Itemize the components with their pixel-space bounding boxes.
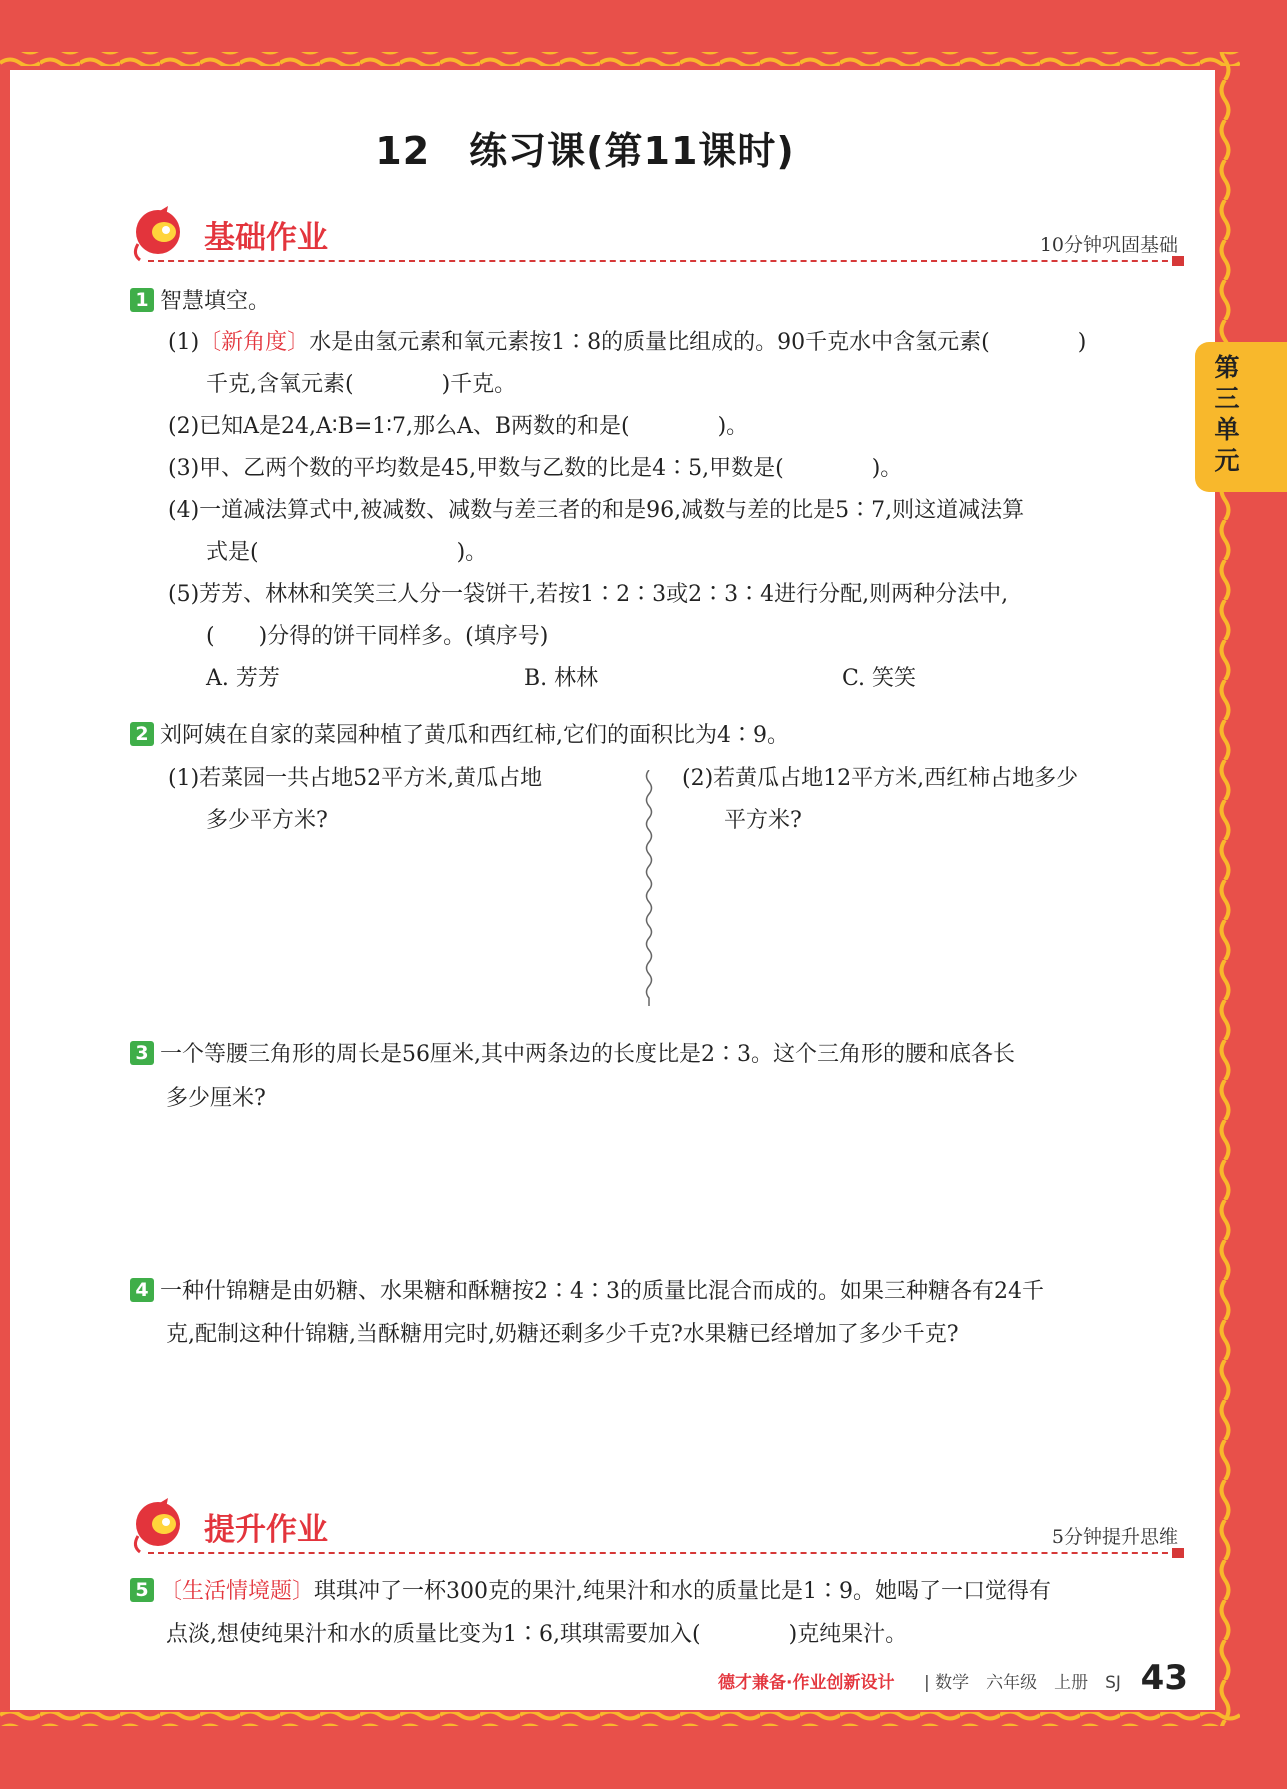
q3-line1 [130, 1040, 1015, 1070]
mascot-icon [128, 204, 192, 264]
section-basic-header [128, 204, 1178, 264]
q4-line1 [130, 1277, 1044, 1307]
section-advanced-rule-end [1172, 1548, 1184, 1558]
section-basic-hint: 10分钟巩固基础 [1039, 234, 1178, 256]
q1-option-a: A. 芳芳 [206, 666, 280, 691]
section-basic-label: 基础作业 [204, 220, 328, 256]
q5-tag: 〔生活情境题〕 [160, 1579, 315, 1604]
q3-line2: 多少厘米? [166, 1086, 266, 1111]
q4-number: 4 [130, 1278, 154, 1302]
q2-text-body: 刘阿姨在自家的菜园种植了黄瓜和西红柿,它们的面积比为4∶9。 [160, 723, 789, 748]
section-basic-rule-end [1172, 256, 1184, 266]
q5-number: 5 [130, 1578, 154, 1602]
page-title: 12 练习课(第11课时) [375, 129, 795, 173]
q1-part1-tag: 〔新角度〕 [199, 330, 310, 355]
q2-sub1-line1: (1)若菜园一共占地52平方米,黄瓜占地 [168, 766, 543, 791]
q3-number: 3 [130, 1041, 154, 1065]
q1-part5-line1: (5)芳芳、林林和笑笑三人分一袋饼干,若按1∶2∶3或2∶3∶4进行分配,则两种分法中, [168, 582, 1009, 607]
unit-side-tab [1195, 342, 1287, 492]
page-number: 43 [1140, 1658, 1188, 1698]
q4-line2: 克,配制这种什锦糖,当酥糖用完时,奶糖还剩多少千克?水果糖已经增加了多少千克? [166, 1322, 959, 1347]
q2-sub2-line1: (2)若黄瓜占地12平方米,西红柿占地多少 [682, 766, 1079, 791]
section-advanced-label: 提升作业 [204, 1512, 328, 1548]
page-footer [718, 1658, 1188, 1698]
q1-part1-line2: 千克,含氧元素( )千克。 [206, 372, 517, 397]
q5-line2: 点淡,想使纯果汁和水的质量比变为1∶6,琪琪需要加入( )克纯果汁。 [166, 1622, 908, 1647]
q1-option-c: C. 笑笑 [842, 666, 917, 691]
q4-text-a: 一种什锦糖是由奶糖、水果糖和酥糖按2∶4∶3的质量比混合而成的。如果三种糖各有24千 [160, 1279, 1044, 1304]
q1-part3: (3)甲、乙两个数的平均数是45,甲数与乙数的比是4∶5,甲数是( )。 [168, 456, 903, 481]
q2-sub2-line2: 平方米? [724, 808, 802, 833]
q2-number: 2 [130, 722, 154, 746]
section-basic-rule [148, 260, 1178, 262]
q2-text [130, 721, 789, 751]
q1-part2: (2)已知A是24,A∶B=1∶7,那么A、B两数的和是( )。 [168, 414, 749, 439]
q1-part4-line1: (4)一道减法算式中,被减数、减数与差三者的和是96,减数与差的比是5∶7,则这道减法算 [168, 498, 1025, 523]
mascot-icon [128, 1496, 192, 1556]
unit-label: 第三单元 [1214, 353, 1240, 475]
footer-brand: 德才兼备·作业创新设计 [718, 1673, 895, 1693]
q1-part5-line2: ( )分得的饼干同样多。(填序号) [206, 624, 549, 649]
q5-line1 [130, 1577, 1051, 1607]
q3-text-a: 一个等腰三角形的周长是56厘米,其中两条边的长度比是2∶3。这个三角形的腰和底各长 [160, 1042, 1015, 1067]
q1-title [130, 287, 270, 317]
q2-sub1-line2: 多少平方米? [206, 808, 328, 833]
section-advanced-hint: 5分钟提升思维 [1051, 1526, 1178, 1548]
q1-part1-text-a: 水是由氢元素和氧元素按1∶8的质量比组成的。90千克水中含氢元素( ) [309, 330, 1087, 355]
q2-wavy-divider [642, 770, 656, 1006]
q1-part1-prefix: (1) [168, 330, 200, 355]
footer-meta: | 数学 六年级 上册 SJ [924, 1673, 1121, 1693]
q1-title-text: 智慧填空。 [160, 289, 271, 314]
q1-part1-line1 [168, 328, 1086, 358]
q1-option-b: B. 林林 [524, 666, 599, 691]
q1-number: 1 [130, 288, 154, 312]
section-advanced-rule [148, 1552, 1178, 1554]
q1-part4-line2: 式是( )。 [206, 540, 488, 565]
q5-text-a: 琪琪冲了一杯300克的果汁,纯果汁和水的质量比是1∶9。她喝了一口觉得有 [314, 1579, 1051, 1604]
section-advanced-header [128, 1496, 1178, 1556]
